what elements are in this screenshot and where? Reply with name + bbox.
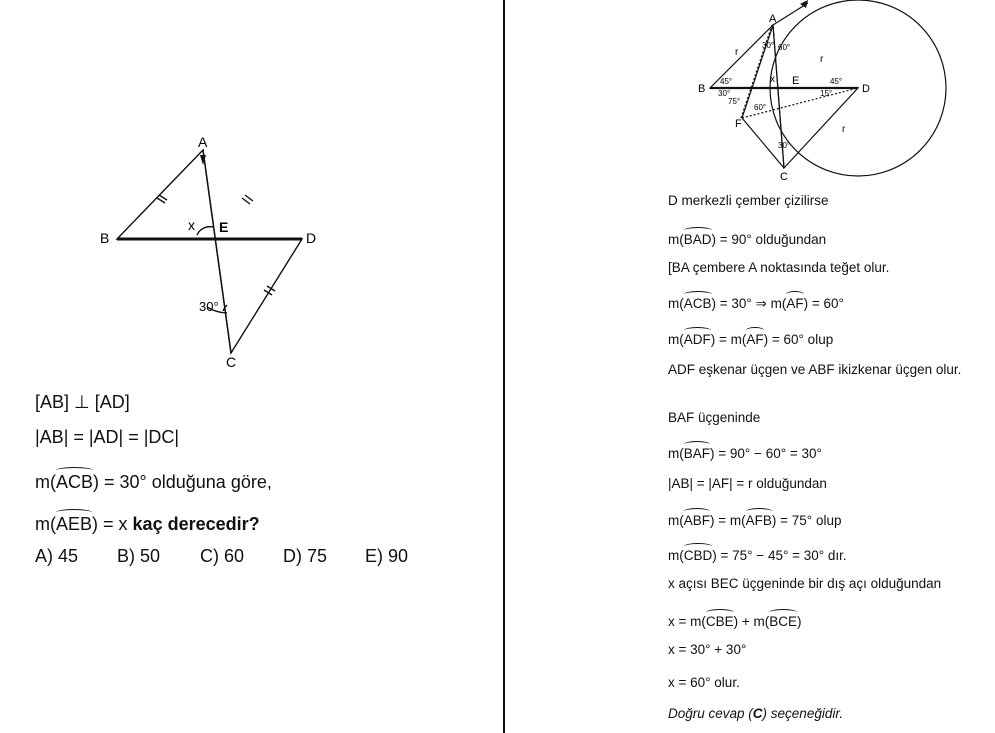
sol-line-13: x = m(CBE) + m(BCE)	[668, 614, 802, 629]
sol-line-15: x = 60° olur.	[668, 675, 740, 690]
r-label-r1: r	[735, 47, 739, 58]
r-label-r3: r	[842, 124, 846, 135]
page-divider	[503, 0, 505, 733]
r-label-b: B	[698, 83, 706, 95]
given-equal-lengths: |AB| = |AD| = |DC|	[35, 427, 180, 447]
sol-line-3: [BA çembere A noktasında teğet olur.	[668, 260, 890, 275]
label-d: D	[306, 230, 317, 246]
question-figure	[95, 135, 335, 375]
sol-line-6: ADF eşkenar üçgen ve ABF ikizkenar üçgen olur.	[668, 362, 962, 377]
r-label-x: x	[770, 74, 775, 85]
r-label-angle-30-top: 30°	[762, 41, 775, 50]
r-label-angle-30-c: 30°	[778, 141, 791, 150]
sol-line-12: x açısı BEC üçgeninde bir dış açı olduğundan	[668, 576, 942, 591]
label-angle-30: 30°	[199, 299, 219, 314]
sol-line-answer: Doğru cevap (C) seçeneğidir.	[668, 706, 844, 721]
r-label-angle-15: 15°	[820, 89, 833, 98]
r-label-angle-30-b: 30°	[718, 89, 731, 98]
r-label-f: F	[735, 118, 742, 130]
sol-line-8: m(BAF) = 90° − 60° = 30°	[668, 446, 822, 461]
label-a: A	[198, 135, 208, 150]
sol-line-9: |AB| = |AF| = r olduğundan	[668, 476, 827, 491]
sol-line-4: m(ACB) = 30° ⇒ m(AF) = 60°	[668, 296, 844, 311]
r-label-e: E	[792, 75, 800, 87]
label-e: E	[219, 219, 229, 235]
label-c: C	[226, 354, 237, 370]
r-label-angle-60-top: 60°	[778, 43, 791, 52]
choice-d[interactable]: D) 75	[283, 546, 328, 566]
sol-line-10: m(ABF) = m(AFB) = 75° olup	[668, 513, 842, 528]
r-label-d: D	[862, 83, 870, 95]
question-prompt: m(AEB) = x kaç derecedir?	[35, 514, 260, 534]
sol-line-5: m(ADF) = m(AF) = 60° olup	[668, 332, 834, 347]
given-perpendicular: [AB] ⊥ [AD]	[35, 392, 130, 412]
choice-c[interactable]: C) 60	[200, 546, 245, 566]
r-label-r2: r	[820, 54, 824, 65]
sol-line-7: BAF üçgeninde	[668, 410, 761, 425]
r-label-angle-45-b: 45°	[720, 77, 733, 86]
r-label-angle-75: 75°	[728, 97, 741, 106]
choice-b[interactable]: B) 50	[117, 546, 161, 566]
r-label-angle-60-f: 60°	[754, 103, 767, 112]
sol-line-14: x = 30° + 30°	[668, 642, 747, 657]
r-label-c: C	[780, 171, 788, 183]
given-angle-acb: m(ACB) = 30° olduğuna göre,	[35, 472, 272, 492]
solution-figure	[690, 0, 970, 185]
label-x: x	[188, 217, 195, 233]
choice-a[interactable]: A) 45	[35, 546, 79, 566]
choice-e[interactable]: E) 90	[365, 546, 409, 566]
label-b: B	[100, 230, 110, 246]
r-label-a: A	[769, 13, 777, 25]
r-label-angle-45-d: 45°	[830, 77, 843, 86]
sol-line-1: D merkezli çember çizilirse	[668, 193, 829, 208]
sol-line-2: m(BAD) = 90° olduğundan	[668, 232, 827, 247]
sol-line-11: m(CBD) = 75° − 45° = 30° dır.	[668, 548, 847, 563]
